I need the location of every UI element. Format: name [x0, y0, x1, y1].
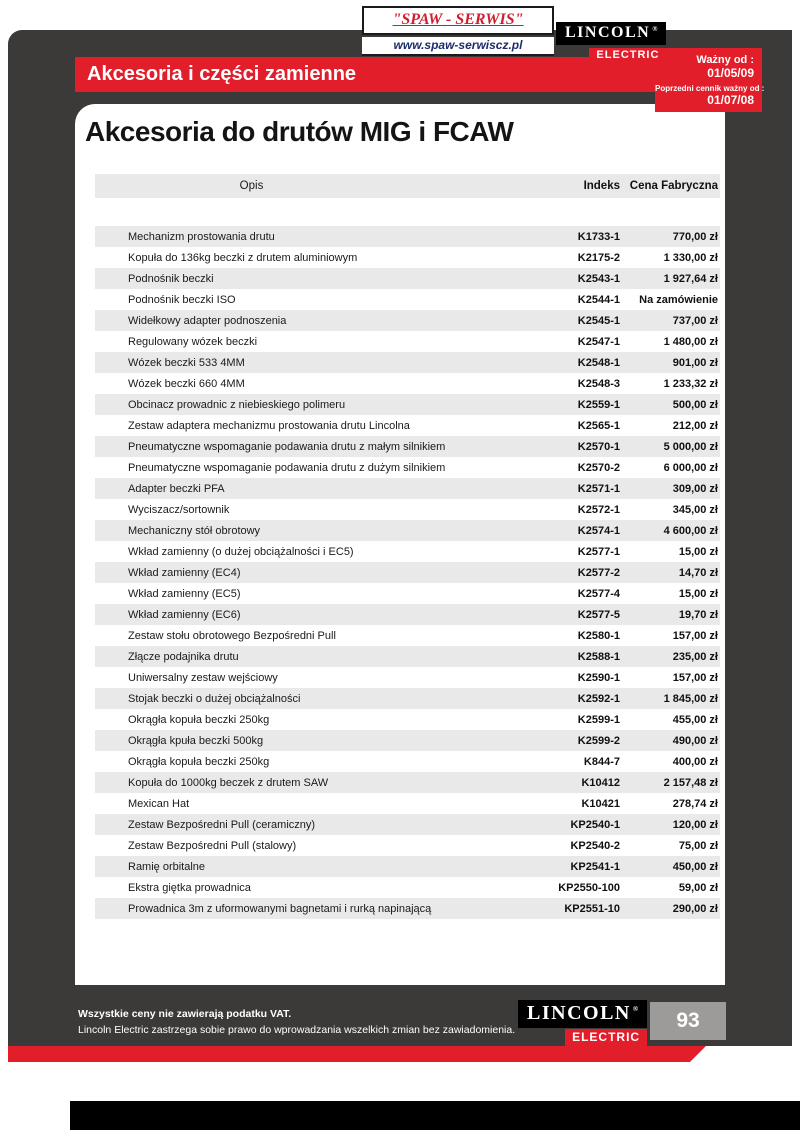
table-row: [95, 751, 720, 772]
row-index: KP2550-100: [558, 881, 620, 894]
row-index: K2547-1: [577, 335, 620, 348]
row-index: K2543-1: [577, 272, 620, 285]
table-row: [95, 520, 720, 541]
table-row: [95, 856, 720, 877]
table-row: [95, 709, 720, 730]
row-price: 490,00 zł: [672, 734, 718, 747]
spaw-serwis-logo: [362, 6, 554, 56]
row-description: Pneumatyczne wspomaganie podawania drutu z dużym silnikiem: [128, 461, 446, 474]
row-index: KP2540-2: [570, 839, 620, 852]
table-row: [95, 625, 720, 646]
row-price: 14,70 zł: [678, 566, 718, 579]
bottom-black-bar: [70, 1101, 800, 1130]
table-row: [95, 289, 720, 310]
lincoln-logo-wordmark: [518, 1000, 647, 1028]
disclaimer-note: Lincoln Electric zastrzega sobie prawo do wprowadzania wszelkich zmian bez zawiadomienia.: [78, 1024, 516, 1036]
row-price: 1 927,64 zł: [663, 272, 718, 285]
row-price: 15,00 zł: [678, 545, 718, 558]
row-price: 157,00 zł: [672, 671, 718, 684]
table-row: [95, 835, 720, 856]
table-row: [95, 457, 720, 478]
row-index: KP2541-1: [570, 860, 620, 873]
row-price: 345,00 zł: [672, 503, 718, 516]
table-row: [95, 793, 720, 814]
row-index: K2565-1: [577, 419, 620, 432]
lincoln-electric-logo-footer: [518, 1000, 647, 1046]
row-description: Okrągła kopuła beczki 250kg: [128, 755, 270, 768]
row-description: Wkład zamienny (EC4): [128, 566, 241, 579]
row-description: Stojak beczki o dużej obciążalności: [128, 692, 301, 705]
table-row: [95, 310, 720, 331]
row-price: 737,00 zł: [672, 314, 718, 327]
row-index: K2577-2: [577, 566, 620, 579]
col-header-cena-fabryczna: Cena Fabryczna: [629, 180, 718, 192]
table-row: [95, 898, 720, 919]
row-description: Wyciszacz/sortownik: [128, 503, 230, 516]
row-index: K2572-1: [577, 503, 620, 516]
row-description: Zestaw Bezpośredni Pull (ceramiczny): [128, 818, 316, 831]
row-price: 5 000,00 zł: [663, 440, 718, 453]
row-index: K2590-1: [577, 671, 620, 684]
row-description: Widełkowy adapter podnoszenia: [128, 314, 287, 327]
row-index: K2592-1: [577, 692, 620, 705]
row-index: K2588-1: [577, 650, 620, 663]
previous-pricelist-date: 01/07/08: [707, 93, 754, 107]
row-price: 400,00 zł: [672, 755, 718, 768]
row-description: Regulowany wózek beczki: [128, 335, 258, 348]
table-row: [95, 667, 720, 688]
table-row: [95, 247, 720, 268]
table-row: [95, 499, 720, 520]
row-description: Wkład zamienny (o dużej obciążalności i EC5): [128, 545, 354, 558]
previous-pricelist-label: Poprzedni cennik ważny od :: [655, 84, 765, 93]
row-price: 278,74 zł: [672, 797, 718, 810]
row-price: 1 845,00 zł: [663, 692, 718, 705]
row-description: Kopuła do 136kg beczki z drutem aluminiowym: [128, 251, 358, 264]
row-description: Mechanizm prostowania drutu: [128, 230, 275, 243]
row-price: 500,00 zł: [672, 398, 718, 411]
row-description: Uniwersalny zestaw wejściowy: [128, 671, 278, 684]
row-index: K10412: [581, 776, 620, 789]
registered-mark-icon: ®: [652, 24, 658, 33]
row-index: K844-7: [583, 755, 620, 768]
row-index: K10421: [581, 797, 620, 810]
row-description: Podnośnik beczki ISO: [128, 293, 236, 306]
table-row: [95, 877, 720, 898]
row-description: Złącze podajnika drutu: [128, 650, 239, 663]
row-index: K2570-2: [577, 461, 620, 474]
row-price: 212,00 zł: [672, 419, 718, 432]
table-row: [95, 478, 720, 499]
table-row: [95, 352, 720, 373]
section-title: Akcesoria i części zamienne: [87, 63, 357, 85]
row-price: 1 330,00 zł: [663, 251, 718, 264]
row-description: Wózek beczki 660 4MM: [128, 377, 245, 390]
table-row: [95, 814, 720, 835]
price-table-body: [95, 226, 720, 919]
valid-from-date: 01/05/09: [707, 66, 754, 80]
row-description: Ramię orbitalne: [128, 860, 206, 873]
spaw-serwis-url: www.spaw-serwiscz.pl: [362, 37, 554, 56]
col-header-indeks: Indeks: [583, 180, 620, 192]
row-index: K2577-1: [577, 545, 620, 558]
row-price: 1 233,32 zł: [663, 377, 718, 390]
table-row: [95, 415, 720, 436]
table-header-row: [95, 174, 720, 198]
table-row: [95, 394, 720, 415]
row-index: K2570-1: [577, 440, 620, 453]
row-price: 235,00 zł: [672, 650, 718, 663]
table-row: [95, 772, 720, 793]
table-row: [95, 268, 720, 289]
row-description: Prowadnica 3m z uformowanymi bagnetami i rurką napinającą: [128, 902, 432, 915]
lincoln-logo-wordmark: [556, 22, 666, 45]
validity-box: [655, 48, 765, 112]
row-index: K2577-5: [577, 608, 620, 621]
vat-note: Wszystkie ceny nie zawierają podatku VAT.: [78, 1008, 292, 1020]
row-description: Podnośnik beczki: [128, 272, 214, 285]
price-table: [95, 174, 720, 919]
table-row: [95, 604, 720, 625]
row-description: Mechaniczny stół obrotowy: [128, 524, 261, 537]
row-description: Wózek beczki 533 4MM: [128, 356, 245, 369]
row-index: K2548-1: [577, 356, 620, 369]
row-index: KP2540-1: [570, 818, 620, 831]
row-price: 75,00 zł: [678, 839, 718, 852]
col-header-opis: Opis: [239, 180, 264, 192]
table-row: [95, 226, 720, 247]
row-price: 309,00 zł: [672, 482, 718, 495]
row-price: 157,00 zł: [672, 629, 718, 642]
row-price: 450,00 zł: [672, 860, 718, 873]
row-index: K2175-2: [577, 251, 620, 264]
row-index: K2544-1: [577, 293, 620, 306]
valid-from-label: Ważny od :: [696, 54, 754, 66]
row-price: 19,70 zł: [678, 608, 718, 621]
lincoln-electric-logo: [556, 22, 666, 63]
table-row: [95, 562, 720, 583]
table-row: [95, 331, 720, 352]
lincoln-logo-line1: LINCOLN: [565, 24, 651, 41]
lincoln-logo-line1: LINCOLN: [527, 1002, 631, 1024]
red-stripe-decoration: [8, 1046, 706, 1062]
row-price: Na zamówienie: [639, 293, 718, 306]
row-price: 290,00 zł: [672, 902, 718, 915]
row-index: K2574-1: [577, 524, 620, 537]
row-index: K2545-1: [577, 314, 620, 327]
row-description: Okrągła kpuła beczki 500kg: [128, 734, 264, 747]
content-card: [75, 104, 725, 985]
row-description: Zestaw adaptera mechanizmu prostowania drutu Lincolna: [128, 419, 410, 432]
row-price: 4 600,00 zł: [663, 524, 718, 537]
row-price: 1 480,00 zł: [663, 335, 718, 348]
row-index: K2559-1: [577, 398, 620, 411]
row-index: KP2551-10: [564, 902, 620, 915]
row-price: 2 157,48 zł: [663, 776, 718, 789]
row-index: K2577-4: [577, 587, 620, 600]
row-description: Wkład zamienny (EC5): [128, 587, 241, 600]
row-price: 770,00 zł: [672, 230, 718, 243]
table-row: [95, 646, 720, 667]
row-description: Ekstra giętka prowadnica: [128, 881, 251, 894]
table-row: [95, 583, 720, 604]
row-index: K2580-1: [577, 629, 620, 642]
row-description: Zestaw Bezpośredni Pull (stalowy): [128, 839, 297, 852]
lincoln-logo-line2: ELECTRIC: [589, 48, 666, 63]
row-price: 901,00 zł: [672, 356, 718, 369]
row-price: 455,00 zł: [672, 713, 718, 726]
table-row: [95, 373, 720, 394]
row-description: Okrągła kopuła beczki 250kg: [128, 713, 270, 726]
table-row: [95, 730, 720, 751]
row-description: Obcinacz prowadnic z niebieskiego polimeru: [128, 398, 346, 411]
spaw-serwis-logo-text: "SPAW - SERWIS": [362, 6, 554, 35]
row-description: Adapter beczki PFA: [128, 482, 225, 495]
row-index: K2599-2: [577, 734, 620, 747]
page-title: Akcesoria do drutów MIG i FCAW: [85, 116, 514, 147]
table-row: [95, 541, 720, 562]
row-price: 15,00 zł: [678, 587, 718, 600]
row-index: K2571-1: [577, 482, 620, 495]
row-index: K2599-1: [577, 713, 620, 726]
row-index: K1733-1: [577, 230, 620, 243]
lincoln-logo-line2: ELECTRIC: [565, 1029, 647, 1046]
row-description: Zestaw stołu obrotowego Bezpośredni Pull: [128, 629, 336, 642]
row-description: Kopuła do 1000kg beczek z drutem SAW: [128, 776, 329, 789]
row-description: Pneumatyczne wspomaganie podawania drutu z małym silnikiem: [128, 440, 446, 453]
row-index: K2548-3: [577, 377, 620, 390]
row-description: Mexican Hat: [128, 797, 190, 810]
registered-mark-icon: ®: [632, 1005, 639, 1014]
table-row: [95, 436, 720, 457]
row-description: Wkład zamienny (EC6): [128, 608, 241, 621]
row-price: 120,00 zł: [672, 818, 718, 831]
table-row: [95, 688, 720, 709]
row-price: 59,00 zł: [678, 881, 718, 894]
page-number: 93: [650, 1002, 726, 1040]
row-price: 6 000,00 zł: [663, 461, 718, 474]
